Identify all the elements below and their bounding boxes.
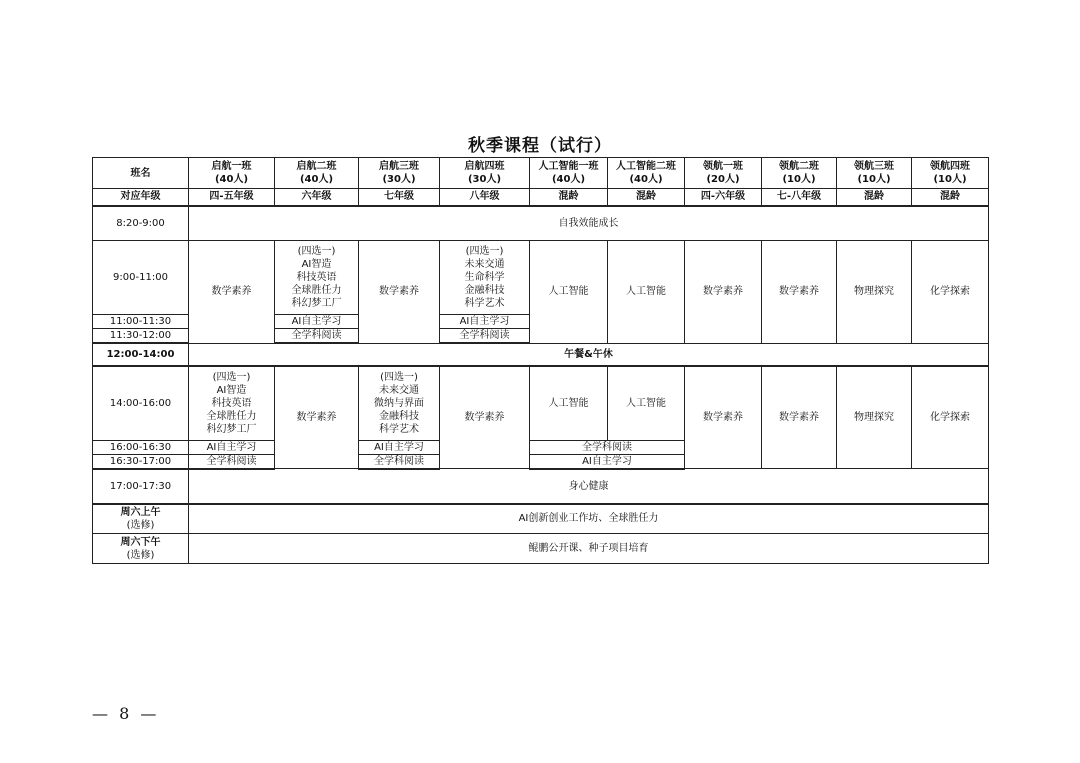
- document-title: 秋季课程（试行）: [468, 136, 612, 156]
- grade-cell: 四-五年级: [189, 189, 275, 206]
- class-header: 领航一班 (20人): [685, 158, 762, 189]
- grade-row: [93, 189, 989, 206]
- course-ai: 人工智能: [608, 366, 685, 440]
- course-ai: 人工智能: [608, 241, 685, 344]
- grade-cell: 混龄: [837, 189, 912, 206]
- course-self-growth: 自我效能成长: [189, 206, 989, 241]
- class-header: 人工智能二班 (40人): [608, 158, 685, 189]
- course-health: 身心健康: [189, 469, 989, 504]
- course-chem: 化学探索: [912, 241, 989, 344]
- time-cell: 11:30-12:00: [93, 329, 189, 344]
- grade-cell: 混龄: [530, 189, 608, 206]
- course-ai-self: AI自主学习: [275, 315, 359, 329]
- time-cell: 16:30-17:00: [93, 454, 189, 469]
- course-choice-c: (四选一) 未来交通 微纳与界面 金融科技 科学艺术: [359, 366, 440, 440]
- course-lunch: 午餐&午休: [189, 343, 989, 366]
- course-physics: 物理探究: [837, 366, 912, 469]
- course-reading: 全学科阅读: [530, 440, 685, 454]
- class-header: 启航一班 (40人): [189, 158, 275, 189]
- course-ai: 人工智能: [530, 241, 608, 344]
- header-label: 班名: [93, 158, 189, 189]
- course-math: 数学素养: [189, 241, 275, 344]
- row-1200: [93, 343, 989, 366]
- row-sat-pm: [93, 534, 989, 564]
- header-row: [93, 158, 989, 189]
- class-header: 人工智能一班 (40人): [530, 158, 608, 189]
- course-math: 数学素养: [685, 241, 762, 344]
- class-header: 领航三班 (10人): [837, 158, 912, 189]
- grade-cell: 六年级: [275, 189, 359, 206]
- time-cell: 16:00-16:30: [93, 440, 189, 454]
- course-choice-a: (四选一) AI智造 科技英语 全球胜任力 科幻梦工厂: [275, 241, 359, 315]
- row-0820: [93, 206, 989, 241]
- course-math: 数学素养: [359, 241, 440, 344]
- time-cell: 9:00-11:00: [93, 241, 189, 315]
- row-sat-am: [93, 504, 989, 534]
- grade-label: 对应年级: [93, 189, 189, 206]
- grade-cell: 七年级: [359, 189, 440, 206]
- course-math: 数学素养: [685, 366, 762, 469]
- course-ai-self: AI自主学习: [530, 454, 685, 469]
- time-cell: 17:00-17:30: [93, 469, 189, 504]
- row-1700: [93, 469, 989, 504]
- grade-cell: 七-八年级: [762, 189, 837, 206]
- course-chem: 化学探索: [912, 366, 989, 469]
- time-cell-saturday: 周六下午 (选修): [93, 534, 189, 564]
- course-reading: 全学科阅读: [359, 454, 440, 469]
- course-math: 数学素养: [275, 366, 359, 469]
- grade-cell: 混龄: [608, 189, 685, 206]
- class-header: 领航四班 (10人): [912, 158, 989, 189]
- row-1400: [93, 366, 989, 440]
- class-header: 启航三班 (30人): [359, 158, 440, 189]
- course-sat-am: AI创新创业工作坊、全球胜任力: [189, 504, 989, 534]
- course-reading: 全学科阅读: [189, 454, 275, 469]
- course-ai-self: AI自主学习: [189, 440, 275, 454]
- course-ai-self: AI自主学习: [440, 315, 530, 329]
- time-cell: 12:00-14:00: [93, 343, 189, 366]
- course-math: 数学素养: [762, 366, 837, 469]
- course-sat-pm: 鲲鹏公开课、种子项目培育: [189, 534, 989, 564]
- time-cell: 8:20-9:00: [93, 206, 189, 241]
- grade-cell: 八年级: [440, 189, 530, 206]
- class-header: 领航二班 (10人): [762, 158, 837, 189]
- course-reading: 全学科阅读: [275, 329, 359, 344]
- grade-cell: 四-六年级: [685, 189, 762, 206]
- grade-cell: 混龄: [912, 189, 989, 206]
- course-choice-a: (四选一) AI智造 科技英语 全球胜任力 科幻梦工厂: [189, 366, 275, 440]
- time-cell: 11:00-11:30: [93, 315, 189, 329]
- schedule-table: [92, 157, 989, 564]
- course-ai: 人工智能: [530, 366, 608, 440]
- class-header: 启航四班 (30人): [440, 158, 530, 189]
- course-math: 数学素养: [762, 241, 837, 344]
- row-0900: [93, 241, 989, 315]
- page-number: — 8 —: [92, 704, 160, 723]
- course-ai-self: AI自主学习: [359, 440, 440, 454]
- course-reading: 全学科阅读: [440, 329, 530, 344]
- time-cell: 14:00-16:00: [93, 366, 189, 440]
- course-physics: 物理探究: [837, 241, 912, 344]
- time-cell-saturday: 周六上午 (选修): [93, 504, 189, 534]
- course-choice-b: (四选一) 未来交通 生命科学 金融科技 科学艺术: [440, 241, 530, 315]
- course-math: 数学素养: [440, 366, 530, 469]
- class-header: 启航二班 (40人): [275, 158, 359, 189]
